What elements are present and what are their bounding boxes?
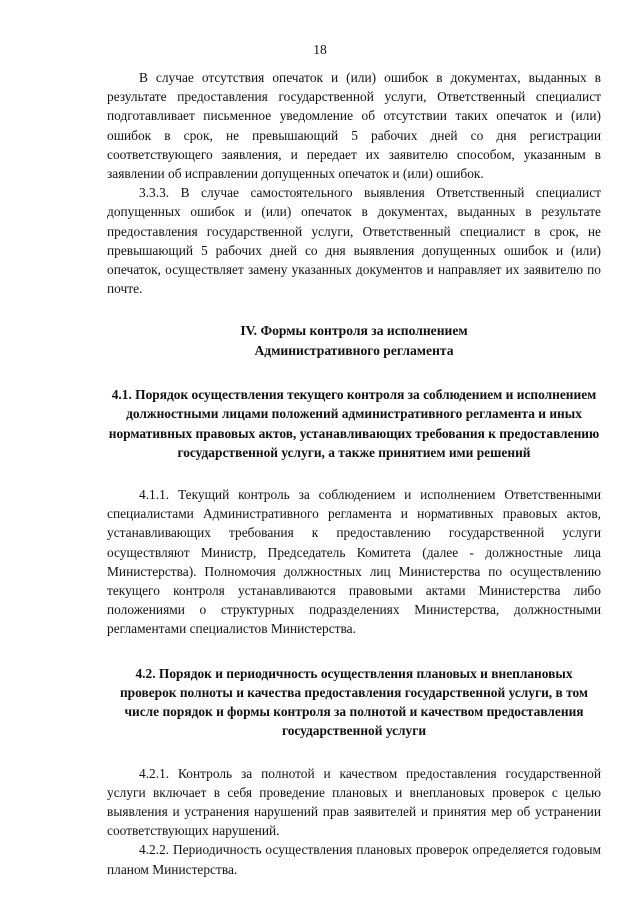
paragraph-4-2-2: 4.2.2. Периодичность осуществления плановых проверок определяется годовым планом Министерства.: [107, 842, 601, 877]
section-iv-title-line2: Административного регламента: [254, 342, 454, 358]
document-body: [107, 68, 601, 879]
section-iv-title: [107, 321, 601, 360]
paragraph-4-2-1: 4.2.1. Контроль за полнотой и качеством предоставления государственной услуги включает в себя проведение плановых и внеплановых проверок с целью выявления и устранения нарушений прав заявителей и принятия мер об устранении соответствующих нарушений.: [107, 765, 601, 839]
page-number: 18: [313, 42, 327, 57]
paragraph-no-errors-notice: В случае отсутствия опечаток и (или) ошибок в документах, выданных в результате предоставления государственной услуги, Ответственный специалист подготавливает письменное уведомление об отсутствии таких опечаток и (или) ошибок в срок, не превышающий 5 рабочих дней со дня регистрации соответствующего заявления, и передает их заявителю способом, указанным в заявлении об исправлении допущенных опечаток и (или) ошибок.: [107, 70, 601, 182]
paragraph-3-3-3: 3.3.3. В случае самостоятельного выявления Ответственный специалист допущенных ошибок и (или) опечаток в документах, выданных в результате предоставления государственной услуги, Ответственный специалист в срок, не превышающий 5 рабочих дней со дня выявления допущенных ошибок и (или) опечаток, осуществляет замену указанных документов и направляет их заявителю по почте.: [107, 185, 601, 297]
subsection-4-1-title: 4.1. Порядок осуществления текущего контроля за соблюдением и исполнением должностными лицами положений административного регламента и иных нормативных правовых актов, устанавливающих требования к предоставлению государственной услуги, а также принятием ими решений: [108, 387, 600, 460]
subsection-4-2-title: 4.2. Порядок и периодичность осуществления плановых и внеплановых проверок полноты и качества предоставления государственной услуги, в том числе порядок и формы контроля за полнотой и качеством предоставления государственной услуги: [119, 665, 589, 739]
section-iv-title-line1: IV. Формы контроля за исполнением: [240, 323, 468, 339]
paragraph-4-1-1: 4.1.1. Текущий контроль за соблюдением и исполнением Ответственными специалистами Административного регламента и нормативных правовых актов, устанавливающих требования к предоставлению государственной услуги осуществляют Министр, Председатель Комитета (далее - должностные лица Министерства). Полномочия должностных лиц Министерства по осуществлению текущего контроля устанавливаются правовыми актами Министерства либо положениями о структурных подразделениях Министерства, должностными регламентами специалистов Министерства.: [107, 487, 601, 637]
